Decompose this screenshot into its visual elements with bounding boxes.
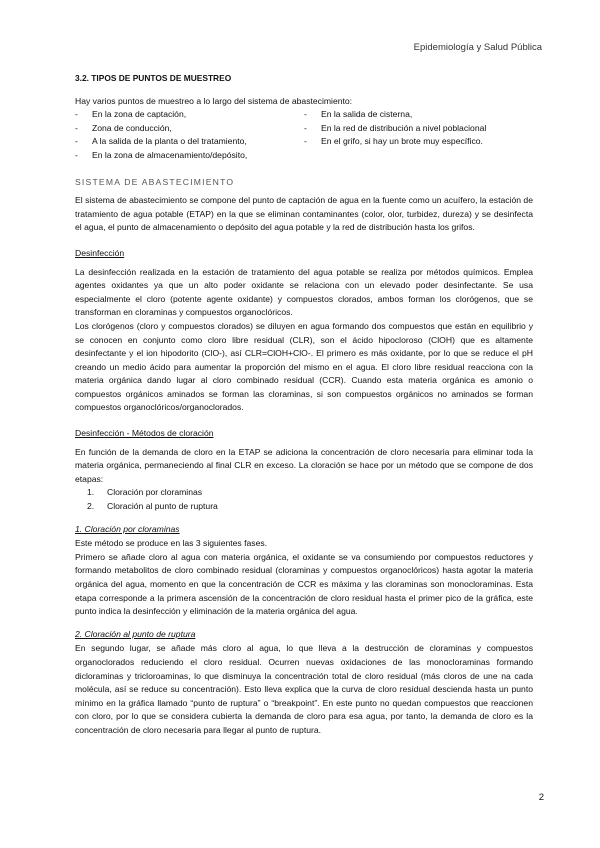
page-number: 2 <box>538 792 544 803</box>
sampling-points-list <box>75 108 533 162</box>
list-item: - Zona de conducción, <box>75 122 172 133</box>
disinfection-paragraph-1: La desinfección realizada en la estación de tratamiento del agua potable se realiza por métodos químicos. Emplea agentes oxidantes ya que un alto poder oxidante se relaciona con un elevado poder desinfectante. Se usa especialmente el cloro (potente agente oxidante) y compuestos clorados, ambos forman los clorógenos, que se transforman en cloraminas y compuestos organoclóricos. <box>75 266 533 318</box>
chloramines-intro: Este método se produce en las 3 siguientes fases. <box>75 538 268 549</box>
list-item: - En la red de distribución a nivel poblacional <box>304 122 487 133</box>
system-text: El sistema de abastecimiento se compone del punto de captación de agua en la fuente como un acuífero, la estación de tratamiento de agua potable (ETAP) en la que se eliminan contaminantes (color, olor, turbidez, dureza) y se desinfecta el agua, el punto de almacenamiento o depósito del agua potable y la red de distribución hasta los grifos. <box>75 195 533 233</box>
list-item: - En la zona de almacenamiento/depósito, <box>75 149 248 160</box>
sampling-points-left <box>75 108 304 162</box>
chloramines-heading: 1. Cloración por cloraminas <box>75 523 180 534</box>
methods-list <box>75 486 533 513</box>
list-item: - A la salida de la planta o del tratamiento, <box>75 136 247 147</box>
intro-text: Hay varios puntos de muestreo a lo largo del sistema de abastecimiento: <box>75 95 353 106</box>
page-content <box>75 72 533 738</box>
chloramines-text: Primero se añade cloro al agua con materia orgánica, el oxidante se va consumiendo por compuestos reductores y formando metabolitos de cloro combinado residual (cloraminas y compuestos organoclóricos) hasta agotar la materia orgánica del agua, momento en que la concentración de CCR es máxima y las cloraminas son monocloraminas. Esta etapa corresponde a la primera ascensión de la concentración de cloro residual hasta el primer pico de la gráfica, este punto indica la desinfección y eliminación de la materia orgánica del agua. <box>75 551 533 617</box>
list-item: 2. Cloración al punto de ruptura <box>87 501 218 512</box>
breakpoint-text: En segundo lugar, se añade más cloro al agua, lo que lleva a la destrucción de cloraminas y compuestos organoclorados reduciendo el cloro residual. Ocurren nuevas oxidaciones de las monocloraminas formando dicloraminas y tricloroaminas, lo que disminuya la concentración total de cloro residual (más cloros de une na cada molécula, así se reduce su concentración). Esto lleva explica que la curva de cloro residual descienda hasta un punto mínimo en la gráfica llamado “punto de ruptura” o “breakpoint”. En este punto no quedan compuestos que reaccionen con cloro, por lo que se considera cubierta la demanda de cloro para esa agua, por tanto, la demanda de cloro es la concentración de cloro necesaria para llegar al punto de ruptura. <box>75 643 533 735</box>
system-heading: SISTEMA DE ABASTECIMIENTO <box>75 176 235 187</box>
list-item: - En el grifo, si hay un brote muy específico. <box>304 136 483 147</box>
methods-heading: Desinfección - Métodos de cloración <box>75 428 214 439</box>
breakpoint-heading: 2. Cloración al punto de ruptura <box>75 628 196 639</box>
list-item: - En la zona de captación, <box>75 109 187 120</box>
list-item: 1. Cloración por cloraminas <box>87 487 203 498</box>
section-title: 3.2. TIPOS DE PUNTOS DE MUESTREO <box>75 73 232 83</box>
disinfection-paragraph-2: Los clorógenos (cloro y compuestos clorados) se diluyen en agua formando dos compuestos que están en equilibrio y se conocen en conjunto como cloro libre residual (CLR), son el ácido hipocloroso (ClOH) que es altamente desinfectante y el ion hipodorito (ClO-), así CLR=ClOH+ClO-. El primero es más oxidante, por lo que se reduce el pH creando un medio ácido para aumentar la proporción del mismo en el agua. El cloro libre residual reacciona con la materia orgánica dando lugar al cloro combinado residual (CCR). Cuando esta materia orgánica es amonio o compuestos orgánicos aminados se forman las cloraminas, si son compuestos orgánicos no aminados se forman compuestos organoclóricos/organoclorados. <box>75 320 533 413</box>
sampling-points-right <box>304 108 533 162</box>
list-item: - En la salida de cisterna, <box>304 109 413 120</box>
methods-text: En función de la demanda de cloro en la ETAP se adiciona la concentración de cloro necesaria para eliminar toda la materia orgánica, permaneciendo al final CLR en exceso. La cloración se hace por un método que se compone de dos etapas: <box>75 446 533 484</box>
disinfection-heading: Desinfección <box>75 247 125 258</box>
page-header: Epidemiología y Salud Pública <box>413 42 542 53</box>
